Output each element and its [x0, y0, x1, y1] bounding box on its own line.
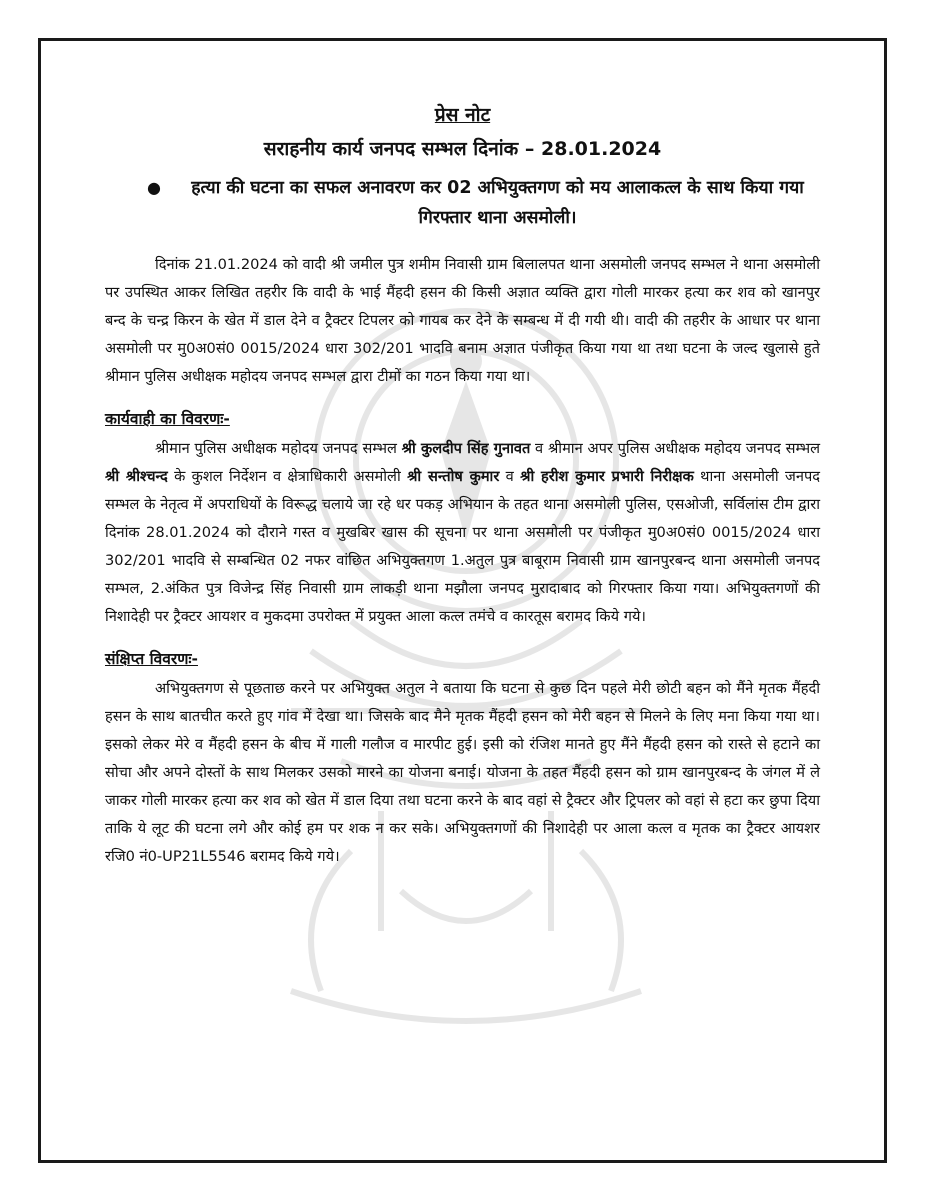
headline-text: हत्या की घटना का सफल अनावरण कर 02 अभियुक्तगण को मय आलाकत्ल के साथ किया गया गिरफ्तार थाना असमोली। [191, 178, 804, 228]
page-border [38, 38, 887, 1163]
summary-paragraph: अभियुक्तगण से पूछताछ करने पर अभियुक्त अतुल ने बताया कि घटना से कुछ दिन पहले मेरी छोटी बहन को मैंने मृतक मैंहदी हसन के साथ बातचीत करते हुए गांव में देखा था। जिसके बाद मैने मृतक मैंहदी हसन को मेरी बहन से मिलने के लिए मना किया गया था। इसको लेकर मेरे व मैंहदी हसन के बीच में गाली गलौज व मारपीट हुई। इसी को रंजिश मानते हुए मैंने मैंहदी हसन को रास्ते से हटाने का सोचा और अपने दोस्तों के साथ मिलकर उसको मारने का योजना बनाई। योजना के तहत मैंहदी हसन को ग्राम खानपुरबन्द के जंगल में ले जाकर गोली मारकर हत्या कर शव को खेत में डाल दिया तथा घटना करने के बाद वहां से ट्रैक्टर और ट्रिपलर को वहां से हटा कर छुपा दिया ताकि ये लूट की घटना लगे और कोई हम पर शक न कर सके। अभियुक्तगणों की निशादेही पर आला कत्ल व मृतक का ट्रैक्टर आयशर रजि0 नं0-UP21L5546 बरामद किये गये। [105, 680, 820, 865]
intro-paragraph: दिनांक 21.01.2024 को वादी श्री जमील पुत्र शमीम निवासी ग्राम बिलालपत थाना असमोली जनपद सम्भल ने थाना असमोली पर उपस्थित आकर लिखित तहरीर कि वादी के भाई मैंहदी हसन की किसी अज्ञात व्यक्ति द्वारा गोली मारकर हत्या कर शव को खानपुर बन्द के चन्द्र किरन के खेत में डाल देने व ट्रैक्टर टिपलर को गायब कर देने के सम्बन्ध में दी गयी थी। वादी की तहरीर के आधार पर थाना असमोली पर मु0अ0सं0 0015/2024 धारा 302/201 भादवि बनाम अज्ञात पंजीकृत किया गया था तथा घटना के जल्द खुलासे हुते श्रीमान पुलिस अधीक्षक महोदय जनपद सम्भल द्वारा टीमों का गठन किया गया था। [105, 256, 820, 385]
action-name-sp: श्री कुलदीप सिंह गुनावत [401, 440, 531, 457]
action-name-co: श्री सन्तोष कुमार [407, 468, 500, 485]
action-text-2: व श्रीमान अपर पुलिस अधीक्षक महोदय जनपद सम्भल [530, 440, 821, 457]
action-paragraph [105, 435, 820, 631]
action-name-asp: श्री श्रीश्चन्द [105, 468, 168, 485]
page-title: प्रेस नोट [434, 104, 491, 126]
action-text-1: श्रीमान पुलिस अधीक्षक महोदय जनपद सम्भल [155, 440, 402, 457]
press-note [105, 101, 820, 871]
action-text-5: थाना असमोली जनपद सम्भल के नेतृत्व में अपराधियों के विरूद्ध चलाये जा रहे धर पकड़ अभियान के तहत थाना असमोली पुलिस, एसओजी, सर्विलांस टीम द्वारा दिनांक 28.01.2024 को दौराने गस्त व मुखबिर खास की सूचना पर थाना असमोली पर पंजीकृत मु0अ0सं0 0015/2024 धारा 302/201 भादवि से सम्बन्धित 02 नफर वांछित अभियुक्तगण 1.अतुल पुत्र बाबूराम निवासी ग्राम खानपुरबन्द थाना असमोली जनपद सम्भल, 2.अंकित पुत्र विजेन्द्र सिंह निवासी ग्राम लाकड़ी थाना मझौला जनपद मुरादाबाद को गिरफ्तार किया गया। अभियुक्तगणों की निशादेही पर ट्रैक्टर आयशर व मुकदमा उपरोक्त में प्रयुक्त आला कत्ल तमंचे व कारतूस बरामद किये गये। [105, 468, 820, 625]
section-heading-summary: संक्षिप्त विवरणः- [105, 650, 198, 668]
page-subtitle: सराहनीय कार्य जनपद सम्भल दिनांक – 28.01.2024 [263, 138, 662, 160]
action-text-3: के कुशल निर्देशन व क्षेत्राधिकारी असमोली [167, 468, 408, 485]
section-heading-action: कार्यवाही का विवरणः- [105, 410, 230, 428]
headline [147, 173, 820, 233]
bullet-icon: ● [147, 178, 161, 197]
action-name-sho: श्री हरीश कुमार प्रभारी निरीक्षक [520, 468, 694, 485]
action-text-4: व [499, 468, 521, 485]
